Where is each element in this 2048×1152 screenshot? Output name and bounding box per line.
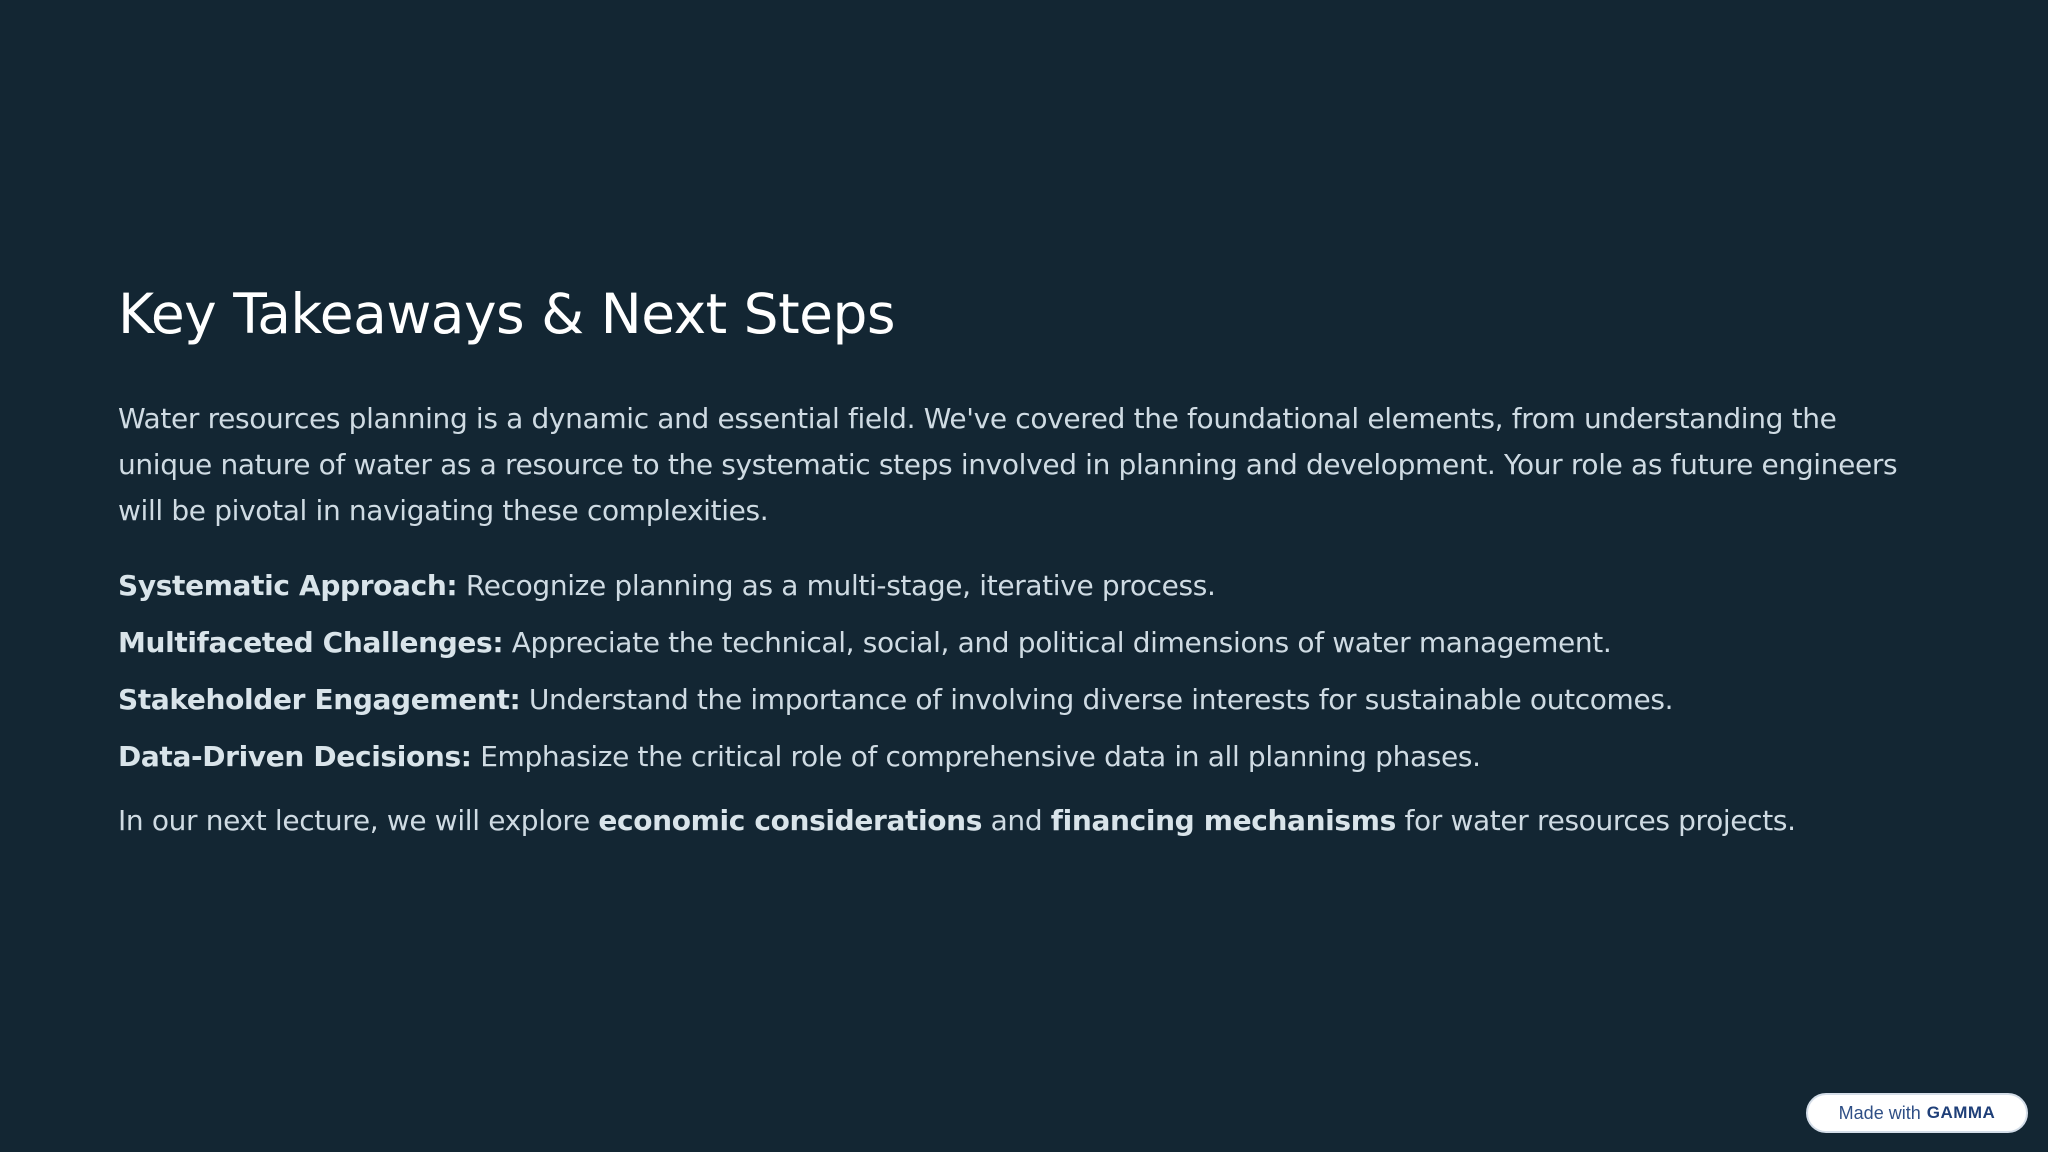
outro-bold-financing: financing mechanisms — [1050, 804, 1396, 837]
takeaway-label: Multifaceted Challenges: — [118, 626, 504, 659]
outro-middle: and — [982, 804, 1051, 837]
takeaway-item-systematic-approach — [118, 566, 1938, 606]
takeaway-text: Emphasize the critical role of comprehensive data in all planning phases. — [471, 740, 1481, 773]
made-with-gamma-badge[interactable] — [1806, 1093, 2028, 1133]
slide-title: Key Takeaways & Next Steps — [118, 282, 896, 346]
takeaway-item-data-driven-decisions — [118, 737, 1938, 777]
gamma-logo: GAMMA — [1926, 1103, 1996, 1122]
takeaway-text: Understand the importance of involving diverse interests for sustainable outcomes. — [520, 683, 1674, 716]
takeaway-label: Stakeholder Engagement: — [118, 683, 521, 716]
takeaway-label: Systematic Approach: — [118, 569, 458, 602]
intro-paragraph: Water resources planning is a dynamic and essential field. We've covered the foundational elements, from understanding the unique nature of water as a resource to the systematic steps involved in planning and development. Your role as future engineers will be pivotal in navigating these complexities. — [118, 402, 1898, 527]
outro-prefix: In our next lecture, we will explore — [118, 804, 599, 837]
outro-suffix: for water resources projects. — [1395, 804, 1796, 837]
takeaways-list — [118, 566, 1938, 777]
takeaway-text: Appreciate the technical, social, and political dimensions of water management. — [503, 626, 1612, 659]
outro-bold-economic: economic considerations — [598, 804, 983, 837]
slide-content — [118, 280, 1938, 841]
takeaway-item-stakeholder-engagement — [118, 680, 1938, 720]
takeaway-text: Recognize planning as a multi-stage, iterative process. — [457, 569, 1216, 602]
takeaway-item-multifaceted-challenges — [118, 623, 1938, 663]
next-lecture-paragraph — [118, 801, 1938, 841]
badge-prefix: Made with — [1838, 1102, 1921, 1123]
takeaway-label: Data-Driven Decisions: — [118, 740, 472, 773]
